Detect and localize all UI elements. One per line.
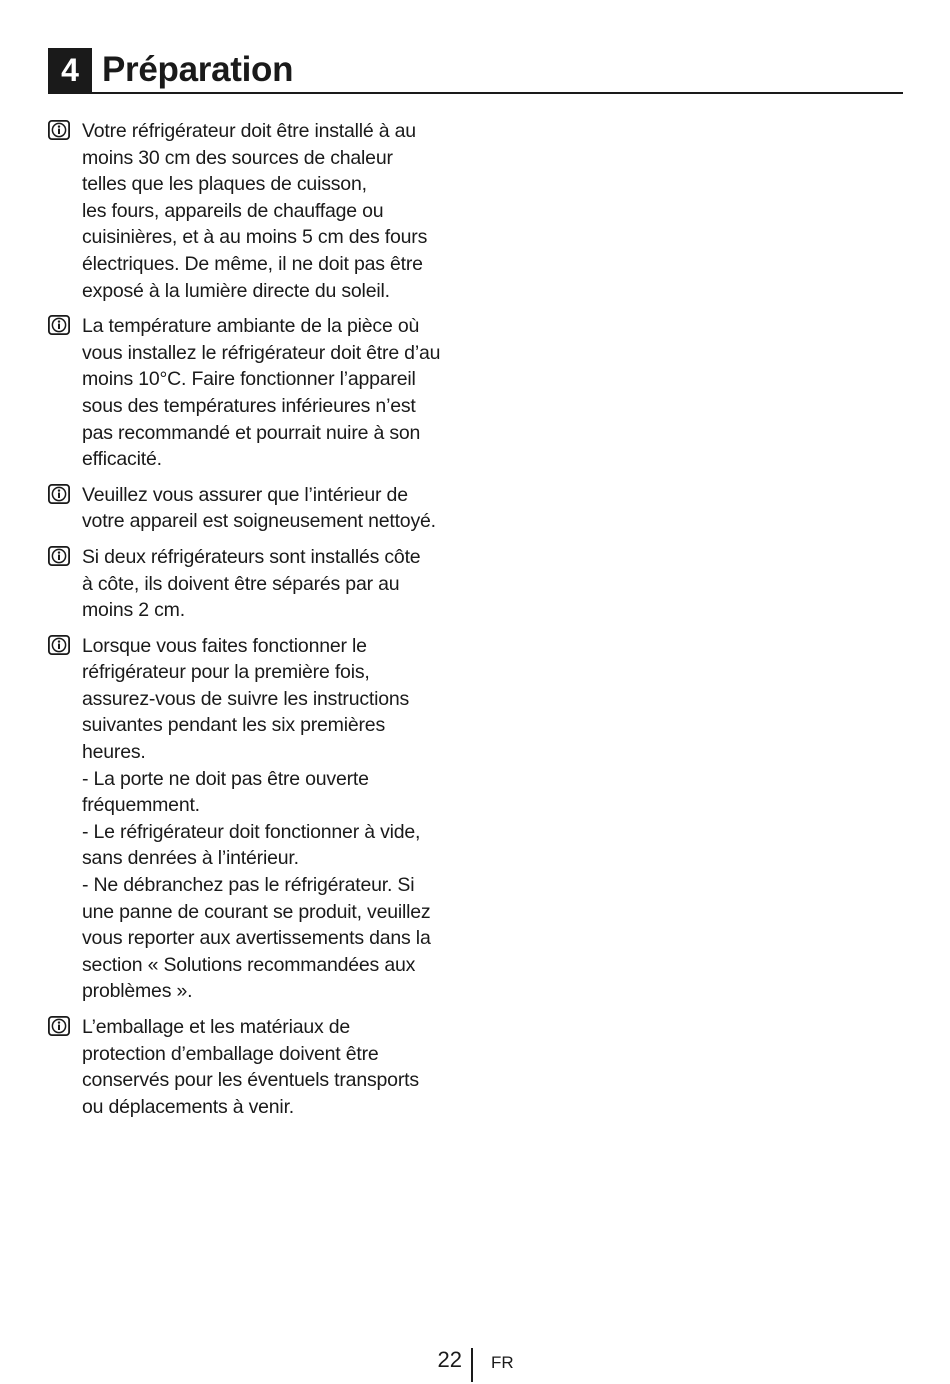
note-text: Si deux réfrigérateurs sont installés côte à côte, ils doivent être séparés par au moins 2 cm. — [82, 545, 421, 622]
note-text: L’emballage et les matériaux de protection d’emballage doivent être conservés pour les éventuels transports ou déplacements à venir. — [82, 1016, 419, 1118]
page-footer — [0, 1344, 950, 1384]
note-text: La température ambiante de la pièce où vous installez le réfrigérateur doit être d’au moins 10°C. Faire fonctionner l’appareil sous des températures inférieures n’est pas recommandé et pourrait nuire à son efficacité. — [82, 315, 441, 471]
info-note — [48, 544, 468, 624]
notes-list — [48, 118, 468, 1129]
info-icon — [48, 635, 70, 655]
language-code: FR — [491, 1353, 514, 1372]
header-rule — [48, 92, 903, 94]
chapter-number-badge: 4 — [48, 48, 92, 92]
chapter-title: Préparation — [102, 50, 294, 89]
footer-divider — [471, 1348, 473, 1382]
info-icon — [48, 1016, 70, 1036]
page-number: 22 — [437, 1347, 462, 1372]
chapter-header — [48, 48, 903, 94]
info-icon — [48, 484, 70, 504]
info-icon — [48, 546, 70, 566]
info-icon — [48, 120, 70, 140]
info-note — [48, 633, 468, 1005]
note-text: Votre réfrigérateur doit être installé à au moins 30 cm des sources de chaleur telles que les plaques de cuisson, les fours, appareils de chauffage ou cuisinières, et à au moins 5 cm des fours électriques. De même, il ne doit pas être exposé à la lumière directe du soleil. — [82, 120, 428, 302]
note-text: Veuillez vous assurer que l’intérieur de votre appareil est soigneusement nettoyé. — [82, 483, 436, 533]
info-note — [48, 482, 468, 535]
info-icon — [48, 315, 70, 335]
info-note — [48, 313, 468, 473]
info-note — [48, 1014, 468, 1120]
info-note — [48, 118, 468, 304]
note-text: Lorsque vous faites fonctionner le réfrigérateur pour la première fois, assurez-vous de suivre les instructions suivantes pendant les six premières heures. - La porte ne doit pas être ouverte fréquemment. - Le réfrigérateur doit fonctionner à vide, sans denrées à l’intérieur. - Ne débranchez pas le réfrigérateur. Si une panne de courant se produit, veuillez vous reporter aux avertissements dans la section « Solutions recommandées aux problèmes ». — [82, 634, 431, 1003]
